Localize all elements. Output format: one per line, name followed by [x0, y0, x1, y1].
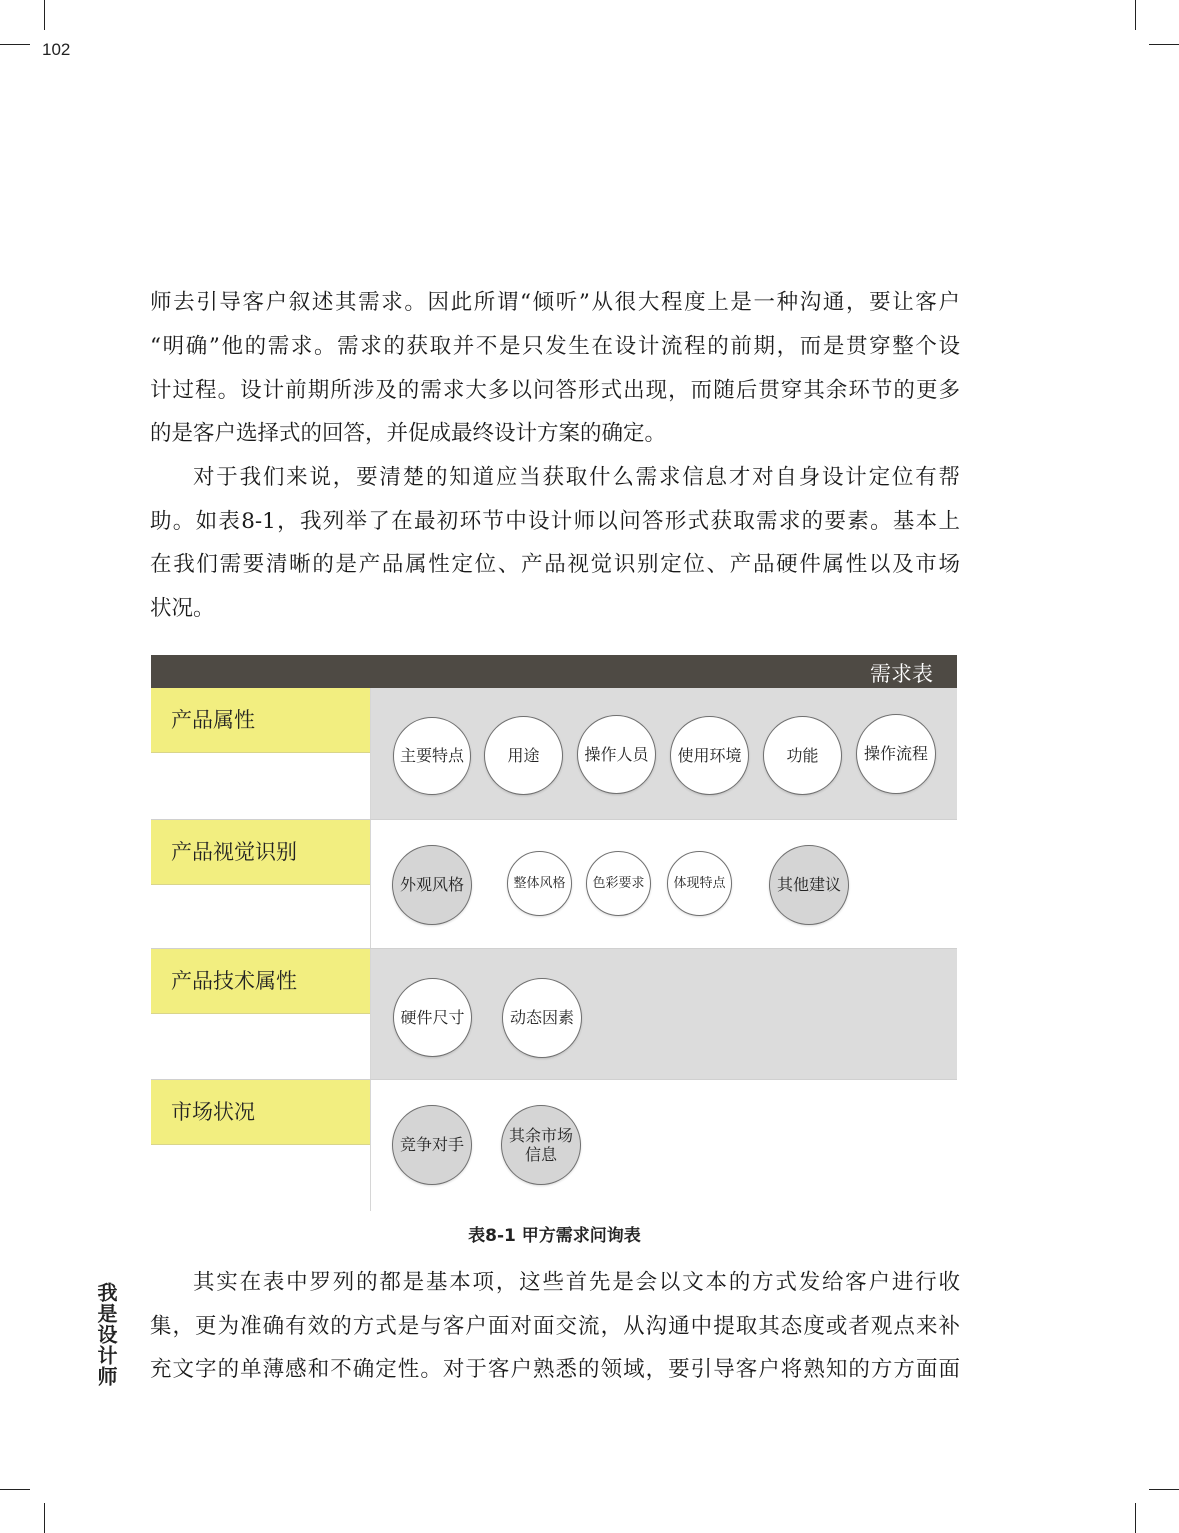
requirement-bubble: 用途 [484, 716, 563, 795]
table-caption: 表8-1 甲方需求问询表 [468, 1226, 641, 1246]
row-label: 市场状况 [151, 1080, 370, 1145]
crop-mark-top-left-vertical [44, 0, 45, 30]
crop-mark-top-right-vertical [1135, 0, 1136, 30]
row-label: 产品技术属性 [151, 949, 370, 1014]
row-left-cell [151, 688, 371, 819]
paragraph-line: 助。如表8-1，我列举了在最初环节中设计师以问答形式获取需求的要素。基本上 [150, 509, 960, 534]
requirement-bubble: 硬件尺寸 [393, 978, 472, 1057]
requirement-bubble: 体现特点 [667, 851, 732, 916]
crop-mark-bottom-left-vertical [44, 1503, 45, 1533]
requirement-bubble: 竞争对手 [392, 1105, 472, 1185]
requirement-bubble: 外观风格 [392, 845, 472, 925]
paragraph-line: 在我们需要清晰的是产品属性定位、产品视觉识别定位、产品硬件属性以及市场 [150, 552, 960, 577]
paragraph-line: 其实在表中罗列的都是基本项，这些首先是会以文本的方式发给客户进行收 [193, 1270, 960, 1295]
crop-mark-top-left-horizontal [0, 44, 30, 45]
requirement-bubble: 操作人员 [577, 715, 656, 794]
row-label: 产品属性 [151, 688, 370, 753]
page-number: 102 [42, 40, 71, 59]
requirement-bubble: 操作流程 [856, 714, 936, 794]
paragraph-line: 计过程。设计前期所涉及的需求大多以问答形式出现，而随后贯穿其余环节的更多 [150, 378, 960, 403]
table-title: 需求表 [870, 662, 933, 686]
requirement-bubble: 其他建议 [769, 845, 849, 925]
table-row-visual-identity [151, 819, 957, 949]
paragraph-line: 的是客户选择式的回答，并促成最终设计方案的确定。 [150, 421, 667, 446]
paragraph-line: 对于我们来说，要清楚的知道应当获取什么需求信息才对自身设计定位有帮 [193, 465, 960, 490]
crop-mark-bottom-right-vertical [1135, 1503, 1136, 1533]
table-row-market-status [151, 1079, 957, 1211]
requirement-bubble: 动态因素 [502, 978, 582, 1058]
requirement-bubble: 整体风格 [507, 851, 572, 916]
requirement-bubble: 功能 [763, 716, 842, 795]
requirement-bubble: 其余市场信息 [501, 1105, 581, 1185]
row-left-cell [151, 1080, 371, 1211]
crop-mark-bottom-left-horizontal [0, 1489, 30, 1490]
requirement-bubble: 主要特点 [393, 717, 471, 795]
row-left-cell [151, 949, 371, 1080]
requirement-bubble: 色彩要求 [586, 851, 651, 916]
row-left-cell [151, 820, 371, 949]
row-bubble-area [371, 688, 957, 819]
table-header [151, 655, 957, 688]
paragraph-line: 充文字的单薄感和不确定性。对于客户熟悉的领域，要引导客户将熟知的方方面面 [150, 1357, 960, 1382]
row-bubble-area [371, 1080, 957, 1211]
row-bubble-area [371, 820, 957, 949]
row-label: 产品视觉识别 [151, 820, 370, 885]
requirement-bubble: 使用环境 [670, 716, 749, 795]
paragraph-line: “明确”他的需求。需求的获取并不是只发生在设计流程的前期，而是贯穿整个设 [150, 334, 960, 359]
paragraph-line: 集，更为准确有效的方式是与客户面对面交流，从沟通中提取其态度或者观点来补 [150, 1314, 960, 1339]
crop-mark-bottom-right-horizontal [1149, 1489, 1179, 1490]
paragraph-line: 状况。 [150, 596, 215, 621]
requirements-table [151, 655, 957, 1210]
paragraph-line: 师去引导客户叙述其需求。因此所谓“倾听”从很大程度上是一种沟通，要让客户 [150, 290, 960, 315]
crop-mark-top-right-horizontal [1149, 44, 1179, 45]
row-bubble-area [371, 949, 957, 1080]
table-row-product-attributes [151, 688, 957, 819]
side-book-title: 我是设计师 [94, 1282, 118, 1387]
table-row-technical-attributes [151, 948, 957, 1080]
